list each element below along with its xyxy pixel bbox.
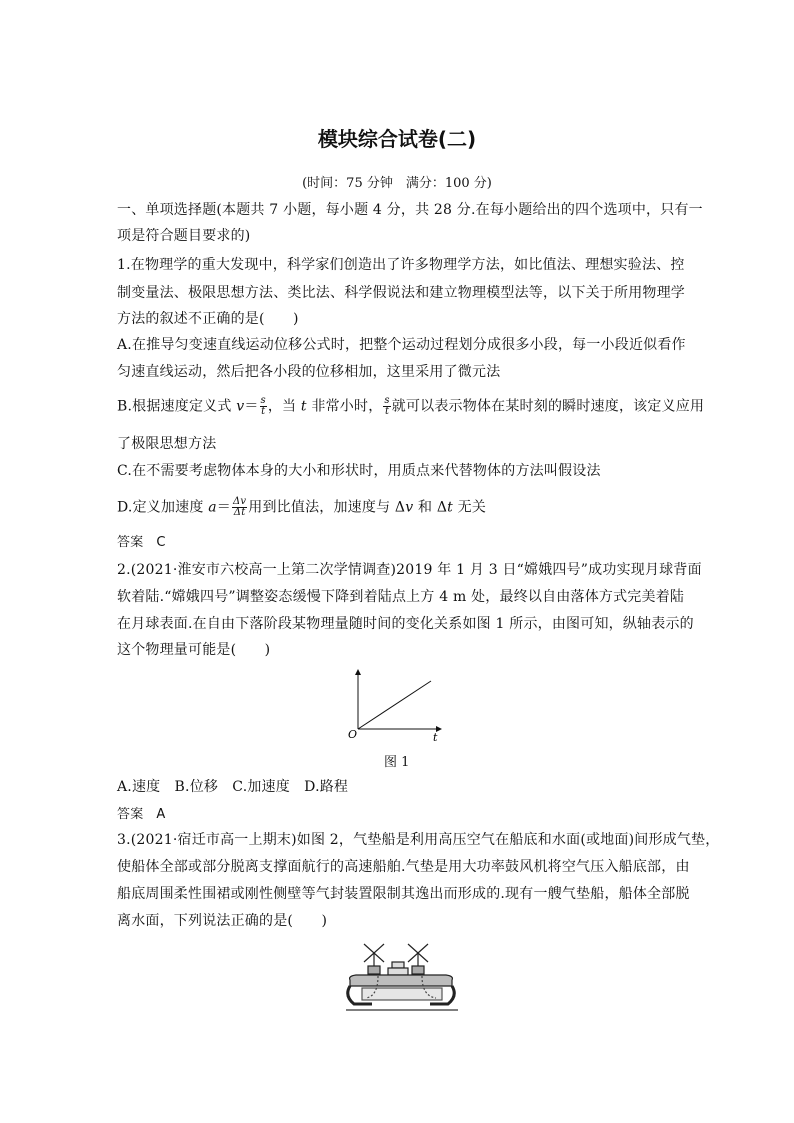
q1-d-pre: D.定义加速度	[117, 499, 209, 516]
q1-b-t: t	[300, 398, 307, 415]
q1-d-end: 无关	[452, 499, 487, 516]
figure-1-caption: 图 1	[384, 755, 410, 770]
q1-answer	[117, 533, 166, 553]
q2-answer-label: 答案	[117, 807, 144, 822]
q1-b-frac2-den: t	[384, 406, 390, 417]
section-heading: 一、单项选择题(本题共 7 小题，每小题 4 分，共 28 分.在每小题给出的四个选项中，只有一	[117, 202, 703, 218]
q1-stem-line3: 方法的叙述不正确的是( )	[117, 311, 299, 327]
q3-stem-line4: 离水面，下列说法正确的是( )	[117, 913, 328, 929]
q1-b-frac-num: s	[260, 395, 266, 406]
q1-option-a-line1: A.在推导匀变速直线运动位移公式时，把整个运动过程划分成很多小段，每一小段近似看作	[117, 337, 686, 353]
q1-d-t: t	[447, 499, 453, 516]
q1-d-frac-den: Δt	[233, 507, 246, 518]
q1-answer-value: C	[156, 535, 166, 550]
q3-stem-line3: 船底周围柔性围裙或刚性侧壁等气封装置限制其逸出而形成的.现有一艘气垫船，船体全部脱	[117, 886, 690, 902]
q2-answer	[117, 805, 166, 825]
q1-b-mid2: 非常小时，	[306, 398, 383, 415]
graph-origin-label: O	[348, 728, 358, 741]
q1-option-b-line2: 了极限思想方法	[117, 436, 217, 452]
q1-d-frac-num: Δv	[232, 496, 247, 507]
q1-option-a-line2: 匀速直线运动，然后把各小段的位移相加，这里采用了微元法	[117, 364, 501, 380]
cabin-icon	[388, 962, 408, 975]
figure-2-hovercraft	[342, 940, 462, 1020]
q2-answer-value: A	[156, 807, 166, 822]
q1-d-and: 和 Δ	[413, 499, 448, 516]
q1-b-eq: ＝	[244, 398, 259, 415]
graph-x-label: t	[433, 731, 438, 744]
q2-stem-line4: 这个物理量可能是( )	[117, 642, 271, 658]
q1-option-c: C.在不需要考虑物体本身的大小和形状时，用质点来代替物体的方法叫假设法	[117, 463, 601, 479]
q1-b-fraction2	[383, 396, 390, 417]
q1-stem-line2: 制变量法、极限思想方法、类比法、科学假说法和建立物理模型法等，以下关于所用物理学	[117, 285, 685, 301]
q1-stem-line1: 1.在物理学的重大发现中，科学家们创造出了许多物理学方法，如比值法、理想实验法、控	[117, 257, 685, 273]
q1-b-frac-den: t	[261, 406, 266, 417]
q1-d-fraction	[232, 497, 247, 518]
hull-icon	[350, 975, 453, 986]
q1-b-mid: ，当	[267, 398, 301, 415]
q2-stem-line1: 2.(2021·淮安市六校高一上第二次学情调查)2019 年 1 月 3 日“嫦娥四号”成功实现月球背面	[117, 562, 702, 578]
figure-1-graph	[345, 665, 445, 745]
q2-options: A.速度 B.位移 C.加速度 D.路程	[117, 779, 349, 795]
q1-b-v: v	[236, 398, 245, 415]
exam-meta: (时间：75 分钟 满分：100 分)	[302, 176, 492, 191]
right-fan-icon	[408, 944, 428, 974]
page-title: 模块综合试卷(二)	[317, 127, 477, 151]
q3-stem-line2: 使船体全部或部分脱离支撑面航行的高速船舶.气垫是用大功率鼓风机将空气压入船底部，由	[117, 859, 690, 875]
q1-option-d	[117, 497, 486, 518]
q1-b-post: 就可以表示物体在某时刻的瞬时速度，该定义应用	[391, 398, 705, 415]
q2-stem-line2: 软着陆.“嫦娥四号”调整姿态缓慢下降到着陆点上方 4 m 处，最终以自由落体方式完美着陆	[117, 589, 685, 605]
q3-stem-line1: 3.(2021·宿迁市高一上期末)如图 2，气垫船是利用高压空气在船底和水面(或地面)间形成气垫，	[117, 832, 720, 848]
q1-d-eq: ＝	[216, 499, 231, 516]
q1-b-frac2-num: s	[384, 395, 390, 406]
q1-answer-label: 答案	[117, 535, 144, 550]
q1-d-a: a	[208, 499, 217, 516]
q1-b-fraction	[260, 396, 267, 417]
q2-stem-line3: 在月球表面.在自由下落阶段某物理量随时间的变化关系如图 1 所示，由图可知，纵轴表示的	[117, 616, 694, 632]
q1-d-v: v	[405, 499, 414, 516]
graph-line	[358, 681, 431, 729]
left-fan-icon	[364, 944, 384, 974]
q1-option-b	[117, 396, 704, 417]
q1-d-post: 用到比值法，加速度与 Δ	[248, 499, 406, 516]
q1-b-pre: B.根据速度定义式	[117, 398, 237, 415]
section-heading-cont: 项是符合题目要求的)	[117, 228, 251, 244]
